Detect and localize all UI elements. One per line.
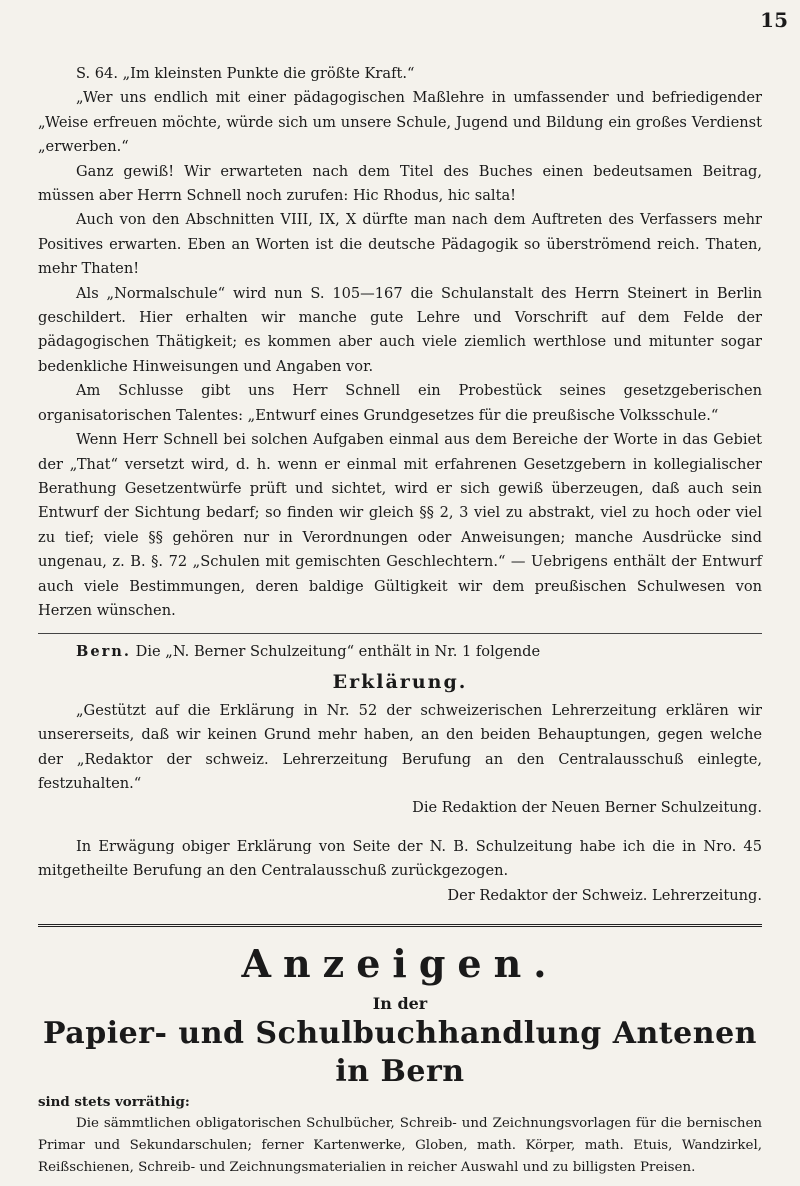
paragraph-normalschule: Als „Normalschule“ wird nun S. 105—167 die Schulanstalt des Herrn Steinert in Berlin geschildert. Hier erhalten wir manche gute Lehre und Vorschrift auf dem Felde der pädagogischen Thätigkeit; es kommen aber auch viele ziemlich werthlose und mitunter sogar bedenkliche Hinweisungen und Angaben vor. — [38, 284, 762, 375]
page-body — [38, 18, 762, 1179]
page-number: 15 — [760, 8, 788, 32]
section-divider — [38, 633, 762, 634]
paragraph-quote: „Wer uns endlich mit einer pädagogischen Maßlehre in umfassender und befriedigender „Weise erfreuen möchte, würde sich um unsere Schule, Jugend und Bildung ein großes Verdienst „erwerben.“ — [38, 89, 762, 156]
paragraph-response: Ganz gewiß! Wir erwarteten nach dem Titel des Buches einen bedeutsamen Beitrag, müssen aber Herrn Schnell noch zurufen: Hic Rhodus, hic salta! — [38, 162, 762, 205]
ads-stock-text: Die sämmtlichen obligatorischen Schulbücher, Schreib- und Zeichnungsvorlagen für die bernischen Primar und Sekundarschulen; ferner Kartenwerke, Globen, math. Körper, math. Etuis, Wandzirkel, Reißschienen, Schreib- und Zeichnungsmaterialien in reicher Auswahl und zu billigsten Preisen. — [38, 1116, 762, 1175]
erklaerung-quote: „Gestützt auf die Erklärung in Nr. 52 der schweizerischen Lehrerzeitung erklären wir unsererseits, daß wir keinen Grund mehr haben, an den beiden Behauptungen, gegen welche der „Redaktor der schweiz. Lehrerzeitung Berufung an den Centralausschuß einlegte, festzuhalten.“ — [38, 701, 762, 792]
erklaerung-signature: Die Redaktion der Neuen Berner Schulzeitung. — [412, 799, 762, 817]
paragraph-critique: Wenn Herr Schnell bei solchen Aufgaben einmal aus dem Bereiche der Worte in das Gebiet der „That“ versetzt wird, d. h. wenn er einmal mit erfahrenen Gesetzgebern in kollegialischer Berathung Gesetzentwürfe prüft und sichtet, wird er sich gewiß überzeugen, daß auch sein Entwurf der Sichtung bedarf; so finden wir gleich §§ 2, 3 viel zu abstrakt, viel zu hoch oder viel zu tief; viele §§ gehören nur in Verordnungen oder Anweisungen; manche Ausdrücke sind ungenau, z. B. §. 72 „Schulen mit gemischten Geschlechtern.“ — Uebrigens enthält der Entwurf auch viele Bestimmungen, deren baldige Gültigkeit wir dem preußischen Schulwesen von Herzen wünschen. — [38, 431, 762, 619]
paragraph-sections: Auch von den Abschnitten VIII, IX, X dürfte man nach dem Auftreten des Verfassers mehr Positives erwarten. Eben an Worten ist die deutsche Pädagogik so überströmend reich. Thaten, mehr Thaten! — [38, 211, 762, 278]
bern-text: Die „N. Berner Schulzeitung“ enthält in Nr. 1 folgende — [135, 643, 541, 661]
ads-heading: Anzeigen. — [241, 941, 559, 986]
reply-signature: Der Redaktor der Schweiz. Lehrerzeitung. — [447, 886, 762, 904]
paragraph-entwurf: Am Schlusse gibt uns Herr Schnell ein Probestück seines gesetzgeberischen organisatorischen Talentes: „Entwurf eines Grundgesetzes für die preußische Volksschule.“ — [38, 382, 762, 424]
reply-paragraph: In Erwägung obiger Erklärung von Seite der N. B. Schulzeitung habe ich die in Nro. 45 mitgetheilte Berufung an den Centralausschuß zurückgezogen. — [38, 837, 762, 880]
ads-in-der: In der — [372, 994, 428, 1013]
bern-lead: Bern. — [76, 643, 131, 661]
ads-divider — [38, 924, 762, 927]
bern-notice — [38, 640, 762, 664]
ads-stock-intro: sind stets vorräthig: — [38, 1094, 190, 1110]
ads-firm-name: Papier- und Schulbuchhandlung Antenen in Bern — [43, 1016, 757, 1089]
paragraph-quote-heading: S. 64. „Im kleinsten Punkte die größte Kraft.“ — [76, 65, 415, 82]
erklaerung-title: Erklärung. — [332, 670, 468, 693]
